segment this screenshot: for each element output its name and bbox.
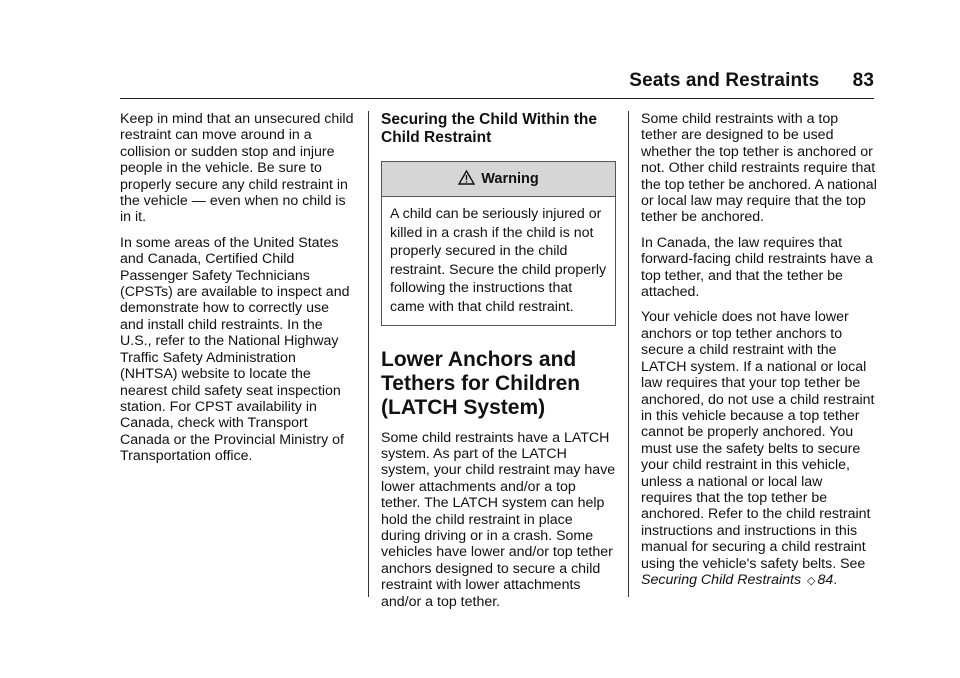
section-heading: Lower Anchors and Tethers for Children (LATCH System) bbox=[381, 347, 581, 419]
paragraph: In some areas of the United States and Canada, Certified Child Passenger Safety Technicians (CPSTs) are available to inspect and demonstrate how to correctly use and install child restraints. In the U.S., refer to the National Highway Traffic Safety Administration (NHTSA) website to locate the nearest child safety seat inspection station. For CPST availability in Canada, check with Transport Canada or the Provincial Ministry of Transportation office. bbox=[120, 234, 350, 465]
cross-reference-link[interactable]: Securing Child Restraints bbox=[641, 571, 802, 588]
paragraph: Keep in mind that an unsecured child restraint can move around in a collision or sudden stop and injure people in the vehicle. Be sure to properly secure any child restraint in the vehicle — even when no child is in it. bbox=[120, 111, 354, 226]
warning-box bbox=[381, 161, 616, 326]
column-divider-1 bbox=[368, 111, 369, 597]
paragraph-text: Your vehicle does not have lower anchors or top tether anchors to secure a child restraint with the LATCH system. If a national or local law requires that your top tether be anchored, do not use a child restraint in this vehicle because a top tether cannot be properly anchored. You must use the safety belts to secure your child restraint in this vehicle, unless a national or local law requires that the top tether be anchored. Refer to the child restraint instructions and instructions in this manual for securing a child restraint using the vehicle's safety belts. See bbox=[641, 309, 875, 572]
subheading: Securing the Child Within the Child Restraint bbox=[381, 111, 597, 146]
paragraph: Some child restraints have a LATCH system. As part of the LATCH system, your child restraint may have lower attachments and/or a top tether. The LATCH system can help hold the child restraint in place during driving or in a crash. Some vehicles have lower and/or top tether anchors designed to secure a child restraint with lower attachments and/or a top tether. bbox=[381, 429, 616, 610]
end-punctuation: . bbox=[833, 571, 838, 588]
column-divider-2 bbox=[628, 111, 629, 597]
paragraph: Some child restraints with a top tether are designed to be used whether the top tether is anchored or not. Other child restraints require that the top tether be anchored. A national or local law may require that the top tether be anchored. bbox=[641, 111, 877, 226]
column-middle bbox=[381, 111, 616, 619]
warning-header bbox=[382, 162, 615, 197]
column-right bbox=[641, 111, 877, 598]
header-rule bbox=[120, 98, 874, 99]
section-title: Seats and Restraints bbox=[629, 70, 820, 91]
paragraph: In Canada, the law requires that forward-facing child restraints have a top tether, and that the tether be attached. bbox=[641, 234, 873, 301]
page-number: 83 bbox=[852, 70, 874, 91]
paragraph bbox=[641, 309, 877, 589]
warning-body: A child can be seriously injured or killed in a crash if the child is not properly secured in the child restraint. Secure the child properly following the instructions that came with that child restraint. bbox=[390, 206, 607, 315]
column-left bbox=[120, 111, 356, 474]
warning-title: Warning bbox=[481, 170, 539, 187]
page-ref-arrow-icon: ◇ bbox=[807, 574, 816, 587]
page-header bbox=[629, 70, 874, 92]
warning-triangle-icon bbox=[458, 170, 475, 188]
cross-reference-page[interactable]: 84 bbox=[817, 571, 834, 588]
